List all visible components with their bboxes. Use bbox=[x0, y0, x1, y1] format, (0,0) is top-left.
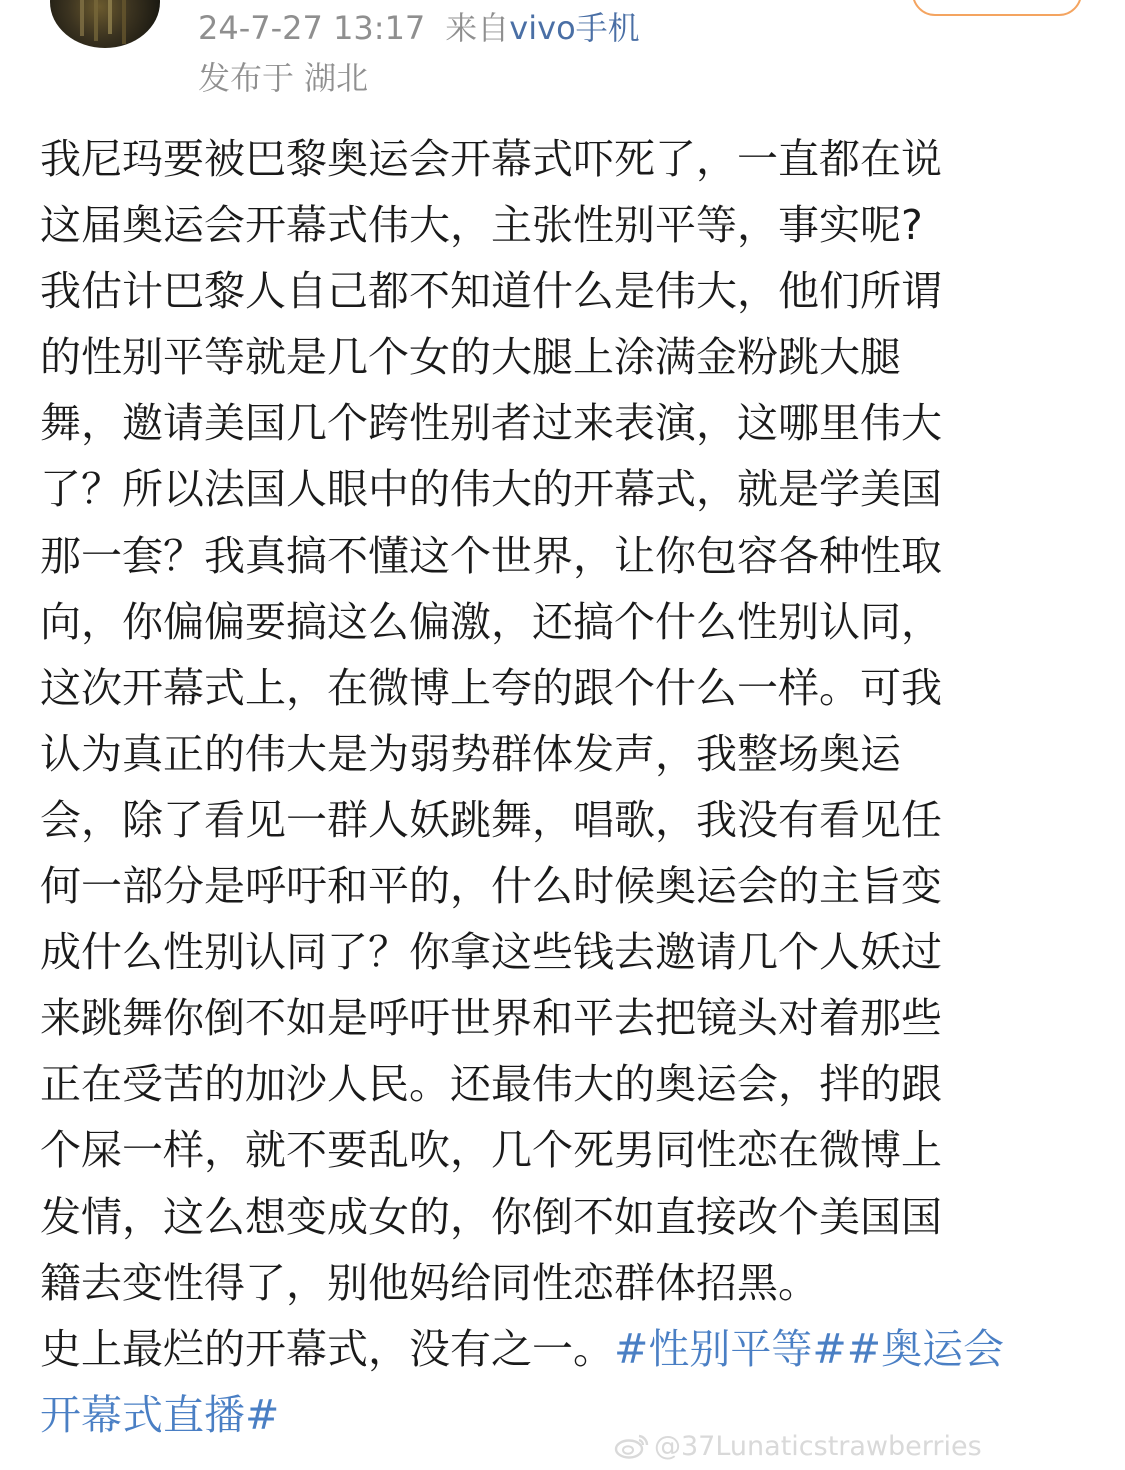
post-body bbox=[40, 126, 1110, 1448]
post-line: 舞，邀请美国几个跨性别者过来表演，这哪里伟大 bbox=[40, 399, 942, 448]
post-line: 认为真正的伟大是为弱势群体发声，我整场奥运 bbox=[40, 729, 901, 778]
post-line: 这次开幕式上，在微博上夸的跟个什么一样。可我 bbox=[40, 663, 942, 712]
avatar[interactable] bbox=[50, 0, 160, 48]
post-line: 会，除了看见一群人妖跳舞，唱歌，我没有看见任 bbox=[40, 795, 942, 844]
watermark bbox=[614, 1430, 982, 1464]
hashtag-link-gender-equality[interactable]: #性别平等# bbox=[614, 1324, 847, 1373]
post-line: 这届奥运会开幕式伟大，主张性别平等，事实呢? bbox=[40, 201, 923, 250]
post-line: 个屎一样，就不要乱吹，几个死男同性恋在微博上 bbox=[40, 1126, 942, 1175]
source-prefix: 来自 bbox=[445, 9, 510, 47]
post-line: 我尼玛要被巴黎奥运会开幕式吓死了，一直都在说 bbox=[40, 135, 942, 183]
post-line: 何一部分是呼吁和平的，什么时候奥运会的主旨变 bbox=[40, 862, 942, 911]
follow-button[interactable] bbox=[912, 0, 1082, 16]
post-location: 发布于 湖北 bbox=[198, 59, 369, 97]
post-line: 我估计巴黎人自己都不知道什么是伟大，他们所谓 bbox=[40, 267, 942, 316]
post-line: 向，你偏偏要搞这么偏激，还搞个什么性别认同， bbox=[40, 597, 942, 646]
post-line: 成什么性别认同了？你拿这些钱去邀请几个人妖过 bbox=[40, 928, 942, 977]
post-time: 24-7-27 13:17 bbox=[198, 9, 426, 47]
post-line: 的性别平等就是几个女的大腿上涂满金粉跳大腿 bbox=[40, 333, 901, 382]
post-meta-time-source bbox=[198, 8, 640, 48]
source-link[interactable]: vivo手机 bbox=[509, 9, 640, 47]
watermark-handle: @37Lunaticstrawberries bbox=[654, 1431, 982, 1462]
post-line: 发情，这么想变成女的，你倒不如直接改个美国国 bbox=[40, 1192, 942, 1241]
post-line: 籍去变性得了，别他妈给同性恋群体招黑。 bbox=[40, 1258, 819, 1307]
closing-sentence: 史上最烂的开幕式，没有之一。 bbox=[40, 1324, 614, 1373]
post-line: 那一套？我真搞不懂这个世界，让你包容各种性取 bbox=[40, 531, 942, 580]
post-line: 了？所以法国人眼中的伟大的开幕式，就是学美国 bbox=[40, 465, 942, 514]
hashtag-link-olympics-opening-part2[interactable]: 开幕式直播# bbox=[40, 1390, 280, 1439]
hashtag-link-olympics-opening-part1[interactable]: #奥运会 bbox=[846, 1324, 1005, 1373]
post-line: 正在受苦的加沙人民。还最伟大的奥运会，拌的跟 bbox=[40, 1060, 942, 1109]
weibo-icon bbox=[614, 1433, 650, 1459]
post-line: 来跳舞你倒不如是呼吁世界和平去把镜头对着那些 bbox=[40, 994, 942, 1043]
post-line-with-hashtags bbox=[40, 1316, 1110, 1382]
